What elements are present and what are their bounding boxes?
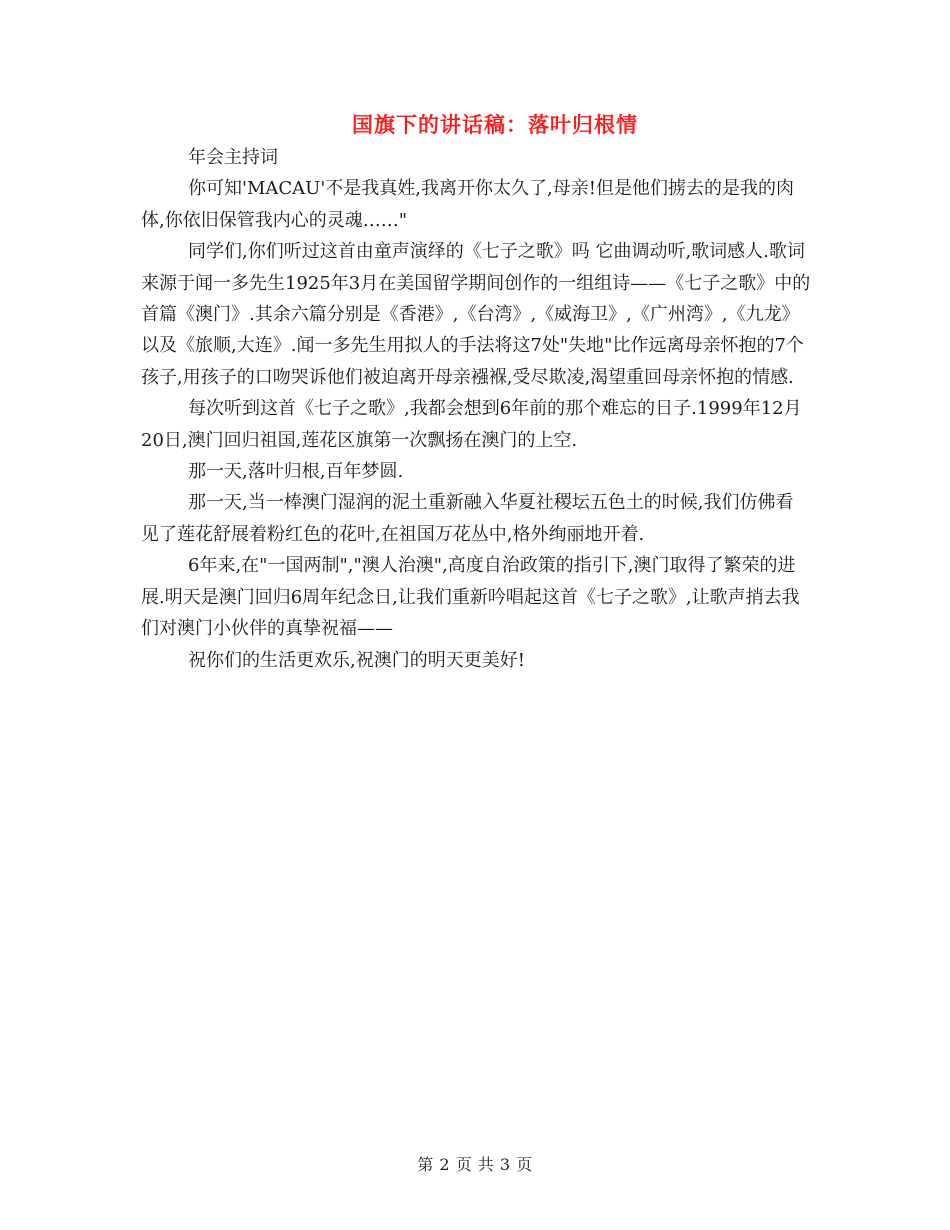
paragraph-8: 祝你们的生活更欢乐,祝澳门的明天更美好! [188,649,525,671]
document-body [141,142,811,676]
paragraph-1: 年会主持词 [188,147,278,168]
paragraph-4: 每次听到这首《七子之歌》,我都会想到6年前的那个难忘的日子.1999年12月20日,澳门回归祖国,莲花区旗第一次飘扬在澳门的上空. [141,398,802,451]
paragraph-5: 那一天,落叶归根,百年梦圆. [188,461,404,483]
paragraph-3: 同学们,你们听过这首由童声演绎的《七子之歌》吗 它曲调动听,歌词感人.歌词来源于闻一多先生1925年3月在美国留学期间创作的一组组诗——《七子之歌》中的首篇《澳门》.其余六篇分别是《香港》,《台湾》,《威海卫》,《广州湾》,《九龙》以及《旅顺,大连》.闻一多先生用拟人的手法将这7处"失地"比作远离母亲怀抱的7个孩子,用孩子的口吻哭诉他们被迫离开母亲襁褓,受尽欺凌,渴望重回母亲怀抱的情感. [141,241,811,388]
paragraph-6: 那一天,当一棒澳门湿润的泥土重新融入华夏社稷坛五色土的时候,我们仿佛看见了莲花舒展着粉红色的花叶,在祖国万花丛中,格外绚丽地开着. [141,492,794,545]
paragraph-2: 你可知'MACAU'不是我真姓,我离开你太久了,母亲!但是他们掳去的是我的肉体,你依旧保管我内心的灵魂……" [141,178,794,231]
document-title: 国旗下的讲话稿：落叶归根情 [352,113,638,137]
paragraph-7: 6年来,在"一国两制","澳人治澳",高度自治政策的指引下,澳门取得了繁荣的进展.明天是澳门回归6周年纪念日,让我们重新吟唱起这首《七子之歌》,让歌声捎去我们对澳门小伙伴的真挚祝福—— [141,555,800,640]
page-footer: 第 2 页 共 3 页 [417,1155,533,1174]
